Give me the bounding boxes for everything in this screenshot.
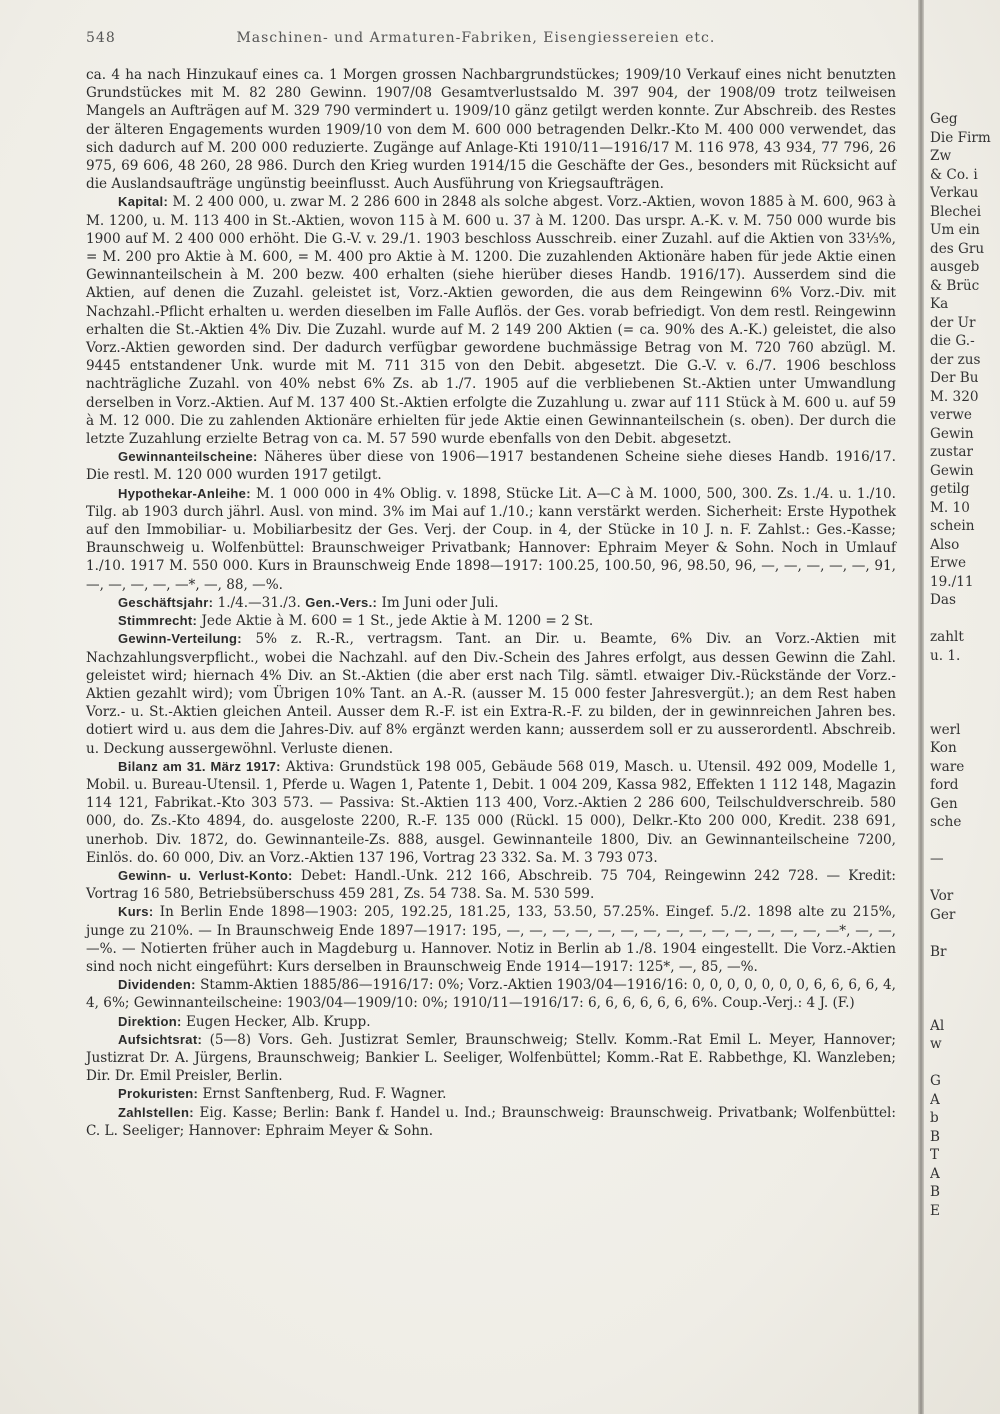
fragment-line: G [930,1073,941,1089]
page-header [86,30,896,46]
fragment-line: Geg [930,111,958,127]
paragraph-text: Stamm-Aktien 1885/86—1916/17: 0%; Vorz.-Aktien 1903/04—1916/16: 0, 0, 0, 0, 0, 0, 0, 6, 6, 6, 6, 4, 4, 6%; Gewinnanteilscheine: 1903/04—1909/10: 0%; 1910/11—1916/17: 6, 6, 6, 6, 6, 6, 6%. Coup.-Verj.: 4 J. (F.) [86,977,896,1012]
fragment-line: ware [930,758,965,775]
section-label: Gewinn- u. Verlust-Konto: [118,867,293,883]
paragraph [86,594,896,612]
paragraph [86,1013,896,1031]
section-label: Direktion: [118,1013,182,1029]
fragment-line [930,869,1000,888]
fragment-line: E [930,1202,940,1219]
fragment-line: A [930,1091,940,1108]
paragraph [86,485,896,594]
fragment-line: Gen [930,795,958,812]
section-label: Geschäftsjahr: [118,594,214,610]
section-label: Stimmrecht: [118,613,198,629]
section-label: Gewinnanteilscheine: [118,449,258,465]
fragment-line: Gewin [930,462,974,479]
fragment-line: der zus [930,351,981,368]
fragment-line: M. 320 [930,388,979,405]
fragment-line: — [930,851,944,867]
paragraph-text: 1./4.—31./3. [217,594,301,611]
fragment-line: Vor [930,888,954,904]
fragment-line: Um ein [930,222,980,238]
fragment-line: die G.- [930,333,975,349]
fragment-line: Also [930,536,960,553]
fragment-line: verwe [930,407,972,423]
page-number: 548 [86,30,116,46]
adjacent-page-fragment [930,110,1000,1220]
paragraph-text: Eugen Hecker, Alb. Krupp. [186,1013,371,1030]
fragment-line: Blechei [930,203,982,220]
fragment-line [930,684,1000,703]
fragment-line: Kon [930,740,957,756]
fragment-line: ford [930,777,959,793]
fragment-line: Die Firm [930,129,991,146]
paragraph [86,1085,896,1103]
fragment-line: zahlt [930,629,964,645]
paragraph [86,193,896,448]
fragment-line: Erwe [930,555,967,571]
fragment-line: werl [930,721,961,738]
paragraph [86,758,896,867]
paragraph [86,1031,896,1086]
section-label: Kurs: [118,904,154,920]
paragraph-text: ca. 4 ha nach Hinzukauf eines ca. 1 Morgen grossen Nachbargrundstückes; 1909/10 Verkauf eines nicht benutzten Grundstückes mit M. 82 280 Gewinn. 1907/08 Gesamtverlustsaldo M. 397 904, der 1908/09 trotz teilweisen Mangels an Aufträgen auf M. 329 790 vermindert u. 1909/10 gänz getilgt werden konnte. Zur Abschreib. des Restes der älteren Engagements wurden 1909/10 von dem M. 600 000 betragenden Delkr.-Kto M. 400 000 verwendet, das sich dadurch auf M. 200 000 reduzierte. Zugänge auf Anlage-Kti 1910/11—1916/17 M. 116 978, 43 934, 77 796, 26 975, 69 606, 48 260, 28 986. Durch den Krieg wurden 1914/15 die Geschäfte der Ges., besonders mit Rücksicht auf die Auslandsaufträge ungünstig beeinflusst. Auch Ausführung von Kriegsaufträgen. [86,67,896,193]
fragment-line: A [930,1165,940,1182]
fragment-line [930,961,1000,980]
paragraph-text: Aktiva: Grundstück 198 005, Gebäude 568 019, Masch. u. Utensil. 492 009, Modelle 1, Mobil. u. Bureau-Utensil. 1, Pferde u. Wagen 1, Patente 1, Debit. 1 004 209, Kassa 982, Effekten 1 112 148, Magazin 114 121, Fabrikat.-Kto 303 573. — Passiva: St.-Aktien 113 400, Vorz.-Aktien 2 286 600, Teilschuldverschreib. 580 000, do. Zs.-Kto 4894, do. ausgeloste 2200, R.-F. 135 000 (Rückl. 15 000), Delkr.-Kto 200 000, Kredit. 238 691, unerhob. Div. 1872, do. Gewinnanteile-Zs. 888, ausgel. Gewinnanteile 1800, Div. an Gewinnanteilscheine 7200, Einlös. do. 60 000, Div. an Vorz.-Aktien 137 196, Vortrag 23 332. Sa. M. 3 793 073. [86,758,896,866]
paragraph-text: 5% z. R.-R., vertragsm. Tant. an Dir. u. Beamte, 6% Div. an Vorz.-Aktien mit Nachzahlungsverpflicht., wobei die Nachzahl. auf den Div.-Schein des Jahres erfolgt, aus dessen Gewinn die Zahl. geleistet wird; hiernach 4% Div. an St.-Aktien (die aber erst nach Tilg. sämtl. etwaiger Div.-Rückstände der Vorz.-Aktien gezahlt wird); vom Übrigen 10% Tant. an A.-R. (ausser M. 15 000 fester Jahresvergüt.); an dem Rest haben Vorz.- u. St.-Aktien gleichen Anteil. Ausser dem R.-F. ist ein Extra-R.-F. zu bilden, der in gewinnreichen Jahren bes. dotiert wird u. aus dem die Jahres-Div. auf 8% ergänzt werden kann; ausserdem soll er zu ausserordentl. Abschreib. u. Deckung aussergewöhnl. Verluste dienen. [86,631,896,757]
fragment-line: des Gru [930,240,985,257]
paragraph-text: Ernst Sanftenberg, Rud. F. Wagner. [202,1086,447,1103]
fragment-line: getilg [930,481,970,497]
paragraph-text: M. 2 400 000, u. zwar M. 2 286 600 in 2848 als solche abgest. Vorz.-Aktien, wovon 1885 à M. 600, 963 à M. 1200, u. M. 113 400 in St.-Aktien, wovon 115 à M. 600 u. 37 à M. 1200. Das urspr. A.-K. v. M. 750 000 wurde bis 1900 auf M. 2 400 000 erhöht. Die G.-V. v. 29./1. 1903 beschloss Ausschreib. einer Zuzahl. auf die Aktien von 33⅓%, = M. 200 pro Aktie à M. 600, = M. 400 pro Aktie à M. 1200. Die zuzahlenden Aktionäre haben für jede Aktie einen Gewinnanteilschein à M. 200 bezw. 400 erhalten (siehe hierüber dieses Handb. 1916/17). Ausserdem sind die Aktien, auf denen die Zuzahl. geleistet ist, Vorz.-Aktien geworden, die aus dem Reingewinn 6% Vorz.-Div. mit Nachzahl.-Pflicht erhalten u. werden dieselben im Falle Auflös. der Ges. vorab befriedigt. Von dem restl. Reingewinn erhalten die St.-Aktien 4% Div. Die Zuzahl. wurde auf M. 2 149 200 Aktien (= ca. 90% des A.-K.) geleistet, die also Vorz.-Aktien geworden sind. Der dadurch verfügbar gewordene buchmässige Betrag von M. 720 760 abzügl. M. 9445 entstandener Unk. wurde mit M. 711 315 von den Debit. abgesetzt. Die G.-V. v. 6./7. 1906 beschloss nachträgliche Zuzahl. von 40% nebst 6% Zs. ab 1./7. 1905 auf die verbliebenen St.-Aktien unter Umwandlung derselben in Vorz.-Aktien. Auf M. 137 400 St.-Aktien erfolgte die Zuzahlung u. zwar auf 111 Stück à M. 600 u. auf 59 à M. 12 000. Die zu zahlenden Aktionäre erhielten für jede Aktie einen Gewinnanteilschein (s. oben). Der durch die letzte Zuzahlung erzielte Betrag von ca. M. 57 590 wurde ebenfalls von den Debit. abgesetzt. [86,194,896,448]
paragraph [86,867,896,903]
paragraph [86,976,896,1012]
fragment-line [930,702,1000,721]
fragment-line [930,1054,1000,1073]
paragraph-text: Im Juni oder Juli. [381,594,499,611]
fragment-line [930,998,1000,1017]
section-label: Zahlstellen: [118,1104,194,1120]
section-label: Gen.-Vers.: [305,594,378,610]
paragraph-text: (5—8) Vors. Geh. Justizrat Semler, Braunschweig; Stellv. Komm.-Rat Emil L. Meyer, Hannover; Justizrat Dr. A. Jürgens, Braunschweig; Bankier L. Seeliger, Wolfenbüttel; Komm.-Rat E. Rabbethge, Kl. Wanzleben; Dir. Dr. Emil Preisler, Berlin. [86,1031,896,1085]
fragment-line: & Co. i [930,166,978,183]
fragment-line: schein [930,518,975,534]
fragment-line: ausgeb [930,259,980,275]
fragment-line: Br [930,943,947,960]
fragment-line: sche [930,814,962,830]
fragment-line: T [930,1147,940,1163]
fragment-line: Das [930,592,956,608]
page-gutter [918,0,924,1414]
fragment-line: B [930,1184,940,1200]
fragment-line: 19./11 [930,573,974,590]
fragment-line [930,980,1000,999]
paragraph-text: Näheres über diese von 1906—1917 bestandenen Scheine siehe dieses Handb. 1916/17. Die restl. M. 120 000 wurden 1917 getilgt. [86,449,896,484]
section-label: Gewinn-Verteilung: [118,631,242,647]
fragment-line: w [930,1036,942,1052]
fragment-line: der Ur [930,314,976,331]
paragraph-text: In Berlin Ende 1898—1903: 205, 192.25, 181.25, 133, 53.50, 57.25%. Eingef. 5./2. 1898 alte zu 215%, junge zu 210%. — In Braunschweig Ende 1897—1917: 195, —, —, —, —, —, —, —, —, —, —, —, —, —, —, —*, —, —, —%. — Notierten früher auch in Magdeburg u. Hannover. Notiz in Berlin ab 1./8. 1904 eingestellt. Die Vorz.-Aktien sind noch nicht eingeführt: Kurs derselben in Braunschweig Ende 1914—1917: 125*, —, 85, —%. [86,904,896,975]
section-label: Hypothekar-Anleihe: [118,485,251,501]
paragraph [86,448,896,484]
main-column [86,30,896,1140]
fragment-line: Al [930,1017,945,1034]
fragment-line [930,610,1000,629]
section-label: Aufsichtsrat: [118,1031,203,1047]
fragment-line: & Brüc [930,277,980,294]
paragraph-text: Jede Aktie à M. 600 = 1 St., jede Aktie à M. 1200 = 2 St. [201,613,594,630]
fragment-line: b [930,1110,939,1126]
fragment-line: Zw [930,148,952,164]
entry-body [86,66,896,1140]
fragment-line: M. 10 [930,499,970,516]
paragraph [86,66,896,193]
fragment-line: Ger [930,906,956,923]
fragment-line: Ka [930,296,949,312]
fragment-line: B [930,1128,940,1145]
section-label: Dividenden: [118,977,196,993]
paragraph-text: Eig. Kasse; Berlin: Bank f. Handel u. Ind.; Braunschweig: Braunschweig. Privatbank; Wolfenbüttel: C. L. Seeliger; Hannover: Ephraim Meyer & Sohn. [86,1104,896,1139]
running-title: Maschinen- und Armaturen-Fabriken, Eisengiessereien etc. [236,30,716,46]
paragraph [86,1104,896,1140]
section-label: Kapital: [118,194,169,210]
fragment-line [930,924,1000,943]
paragraph [86,612,896,630]
fragment-line [930,832,1000,851]
paragraph-text: Debet: Handl.-Unk. 212 166, Abschreib. 75 704, Reingewinn 242 728. — Kredit: Vortrag 16 580, Betriebsüberschuss 459 281, Zs. 54 738. Sa. M. 530 599. [86,867,896,903]
fragment-line: zustar [930,444,973,460]
fragment-line: u. 1. [930,647,961,664]
paragraph [86,903,896,976]
fragment-line: Verkau [930,185,979,201]
paragraph [86,630,896,757]
paragraph-text: M. 1 000 000 in 4% Oblig. v. 1898, Stücke Lit. A—C à M. 1000, 500, 300. Zs. 1./4. u. 1./10. Tilg. ab 1903 durch jährl. Ausl. von mind. 3% im Mai auf 1./10.; kann verstärkt werden. Sicherheit: Erste Hypothek auf den Immobiliar- u. Mobiliarbesitz der Ges. Verj. der Coup. in 4, der Stücke in 10 J. n. F. Zahlst.: Ges.-Kasse; Braunschweig u. Wolfenbüttel: Braunschweiger Privatbank; Hannover: Ephraim Meyer & Sohn. Noch in Umlauf 1./10. 1917 M. 550 000. Kurs in Braunschweig Ende 1898—1917: 100.25, 100.50, 96, 98.50, 96, —, —, —, —, —, 91, —, —, —, —, —*, —, 88, —%. [86,485,896,593]
fragment-line: Gewin [930,425,974,442]
fragment-line: Der Bu [930,370,979,386]
fragment-line [930,665,1000,684]
section-label: Prokuristen: [118,1086,199,1102]
section-label: Bilanz am 31. März 1917: [118,758,281,774]
